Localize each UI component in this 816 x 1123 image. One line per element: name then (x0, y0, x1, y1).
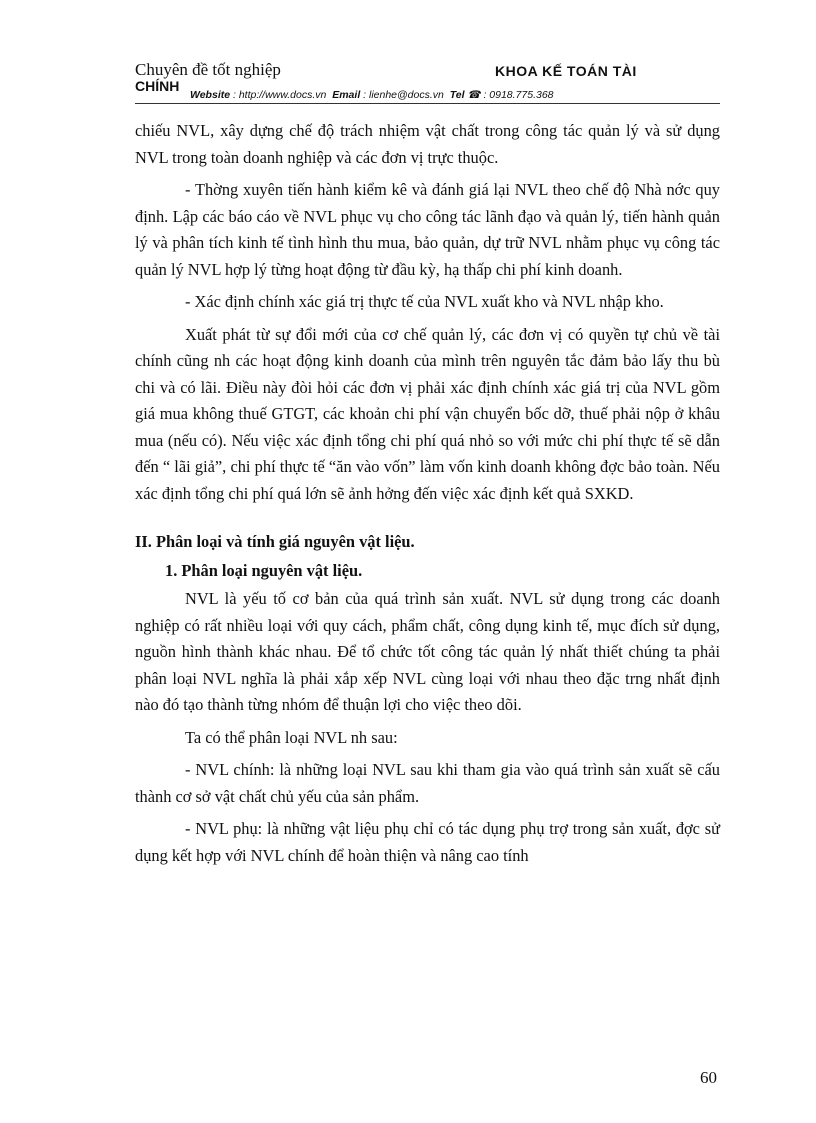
header-faculty: KHOA KẾ TOÁN TÀI (495, 63, 637, 79)
email-label: Email (332, 89, 361, 101)
paragraph-5: NVL là yếu tố cơ bản của quá trình sản xuất. NVL sử dụng trong các doanh nghiệp có rất nhiều loại với quy cách, phẩm chất, công dụng kinh tế, mục đích sử dụng, nguồn hình thành khác nhau. Để tổ chức tốt công tác quản lý nhất thiết chúng ta phải phân loại NVL nghĩa là phải xắp xếp NVL cùng loại với nhau theo đặc trng nhất định nào đó tạo thành từng nhóm để thuận lợi cho việc theo dõi. (135, 589, 720, 714)
email-value: : lienhe@docs.vn (363, 89, 444, 101)
tel-value: : 0918.775.368 (483, 89, 554, 101)
page-number: 60 (700, 1068, 717, 1087)
paragraph-2: - Thờng xuyên tiến hành kiểm kê và đánh giá lại NVL theo chế độ Nhà nớc quy định. Lập các báo cáo về NVL phục vụ cho công tác lãnh đạo và quản lý, tiến hành quản lý và phân tích kinh tế tình hình thu mua, bảo quản, dự trữ NVL nhằm phục vụ công tác quản lý NVL hợp lý từng hoạt động từ đầu kỳ, hạ thấp chi phí kinh doanh. (135, 180, 720, 279)
paragraph-6: Ta có thể phân loại NVL nh sau: (185, 727, 398, 747)
paragraph-1: chiếu NVL, xây dựng chế độ trách nhiệm vật chất trong công tác quản lý và sử dụng NVL trong toàn doanh nghiệp và các đơn vị trực thuộc. (135, 121, 720, 167)
website-value: : http://www.docs.vn (233, 89, 327, 101)
paragraph-7: - NVL chính: là những loại NVL sau khi tham gia vào quá trình sản xuất sẽ cấu thành cơ sở vật chất chủ yếu của sản phẩm. (135, 760, 720, 806)
header-contact-line (190, 89, 554, 101)
paragraph-8: - NVL phụ: là những vật liệu phụ chỉ có tác dụng phụ trợ trong sản xuất, đợc sử dụng kết hợp với NVL chính để hoàn thiện và nâng cao tính (135, 819, 720, 865)
paragraph-4: Xuất phát từ sự đổi mới của cơ chế quản lý, các đơn vị có quyền tự chủ về tài chính cũng nh các hoạt động kinh doanh của mình trên nguyên tắc đảm bảo lấy thu bù chi và có lãi. Điều này đòi hỏi các đơn vị phải xác định chính xác giá trị của NVL gồm giá mua không thuế GTGT, các khoản chi phí vận chuyển bốc dỡ, thuế phải nộp ở khâu mua (nếu có). Nếu việc xác định tổng chi phí quá nhỏ so với mức chi phí thực tế sẽ dẫn đến “ lãi giả”, chi phí thực tế “ăn vào vốn” làm vốn kinh doanh không đợc bảo toàn. Nếu xác định tổng chi phí quá lớn sẽ ảnh hởng đến việc xác định kết quả SXKD. (135, 324, 720, 503)
phone-icon: ☎ (467, 89, 481, 101)
section-heading: II. Phân loại và tính giá nguyên vật liệu. (135, 532, 415, 551)
header-divider (135, 103, 720, 104)
website-label: Website (190, 89, 231, 101)
header-faculty-continued: CHÍNH (135, 78, 180, 94)
header-title: Chuyên đề tốt nghiệp (135, 60, 281, 79)
tel-label: Tel (449, 89, 465, 101)
page-body (135, 118, 720, 875)
subsection-heading: 1. Phân loại nguyên vật liệu. (165, 560, 363, 580)
paragraph-3: - Xác định chính xác giá trị thực tế của NVL xuất kho và NVL nhập kho. (185, 292, 664, 311)
